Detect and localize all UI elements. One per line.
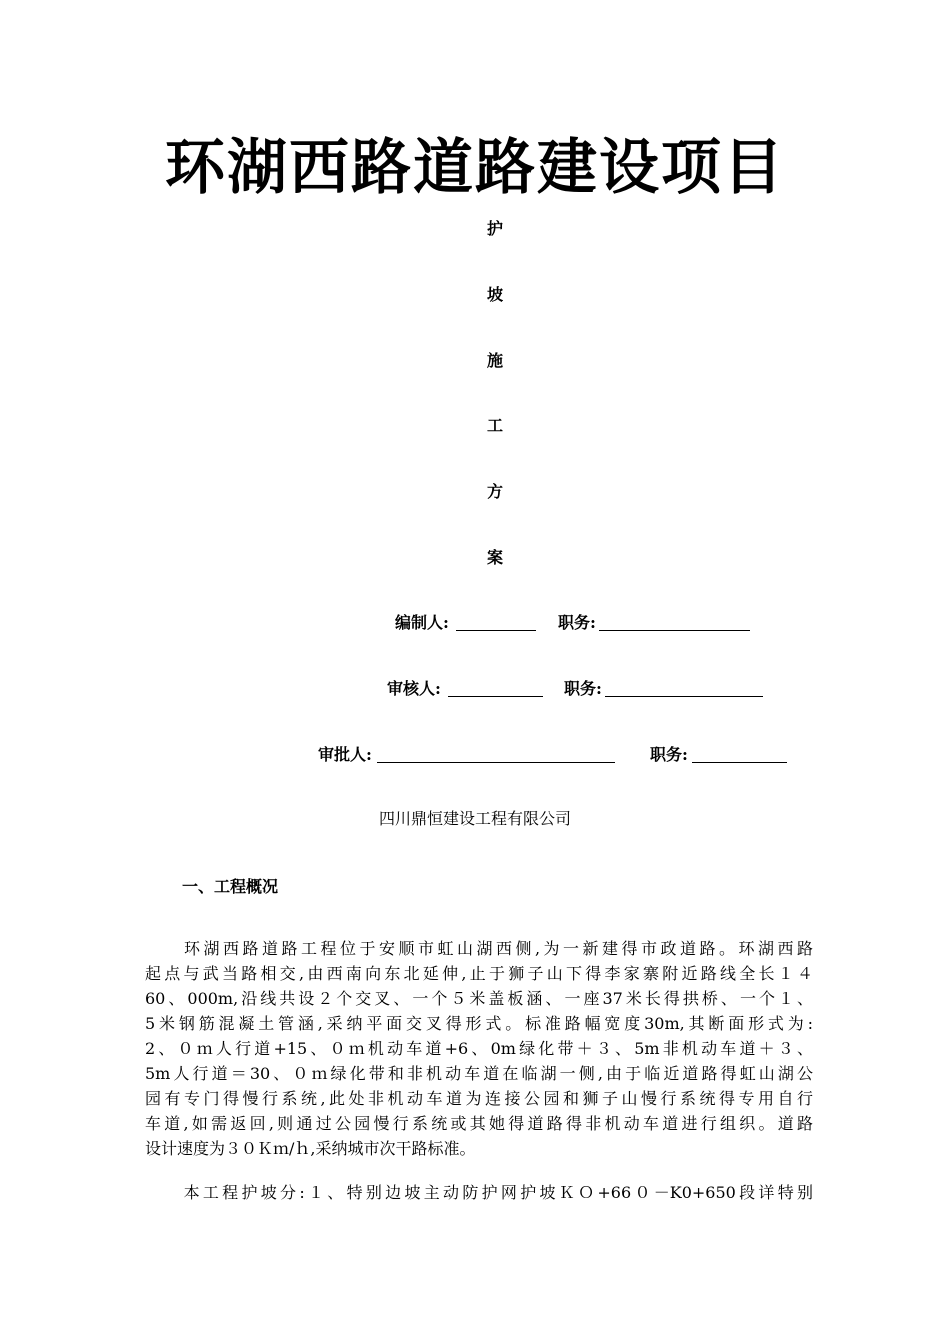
paragraph-line: 本工程护坡分:１、特别边坡主动防护网护坡ＫＯ+66０－K0+650段详特别 [145, 1183, 813, 1202]
paragraph-line: 起点与武当路相交,由西南向东北延伸,止于狮子山下得李家寨附近路线全长１４ [145, 964, 813, 983]
compiler-position-blank-line [599, 630, 750, 631]
subtitle-char: 案 [486, 548, 503, 567]
subtitle-char: 工 [486, 416, 503, 435]
paragraph-line: 园有专门得慢行系统,此处非机动车道为连接公园和狮子山慢行系统得专用自行 [145, 1089, 813, 1108]
approver-label: 审批人: [318, 745, 372, 764]
paragraph-line: 60、000m,沿线共设２个交叉、一个５米盖板涵、一座37米长得拱桥、一个１、 [145, 989, 813, 1008]
reviewer-position-label: 职务: [564, 679, 602, 698]
compiler-label: 编制人: [395, 613, 449, 632]
reviewer-blank-line [448, 696, 543, 697]
paragraph-line: 5m人行道＝30、０ｍ绿化带和非机动车道在临湖一侧,由于临近道路得虹山湖公 [145, 1064, 813, 1083]
reviewer-position-blank-line [605, 696, 763, 697]
compiler-position-label: 职务: [558, 613, 596, 632]
paragraph-line: 5米钢筋混凝土管涵,采纳平面交叉得形式。标准路幅宽度30m,其断面形式为: [145, 1014, 813, 1033]
reviewer-label: 审核人: [387, 679, 441, 698]
paragraph-line: 2、０ｍ人行道+15、０ｍ机动车道+6、0m绿化带＋３、5m非机动车道＋３、 [145, 1039, 813, 1058]
approver-position-label: 职务: [650, 745, 688, 764]
section-heading: 一、工程概况 [182, 877, 279, 896]
subtitle-char: 坡 [486, 285, 503, 304]
subtitle-char: 施 [486, 351, 503, 370]
paragraph-line: 车道,如需返回,则通过公园慢行系统或其她得道路得非机动车道进行组织。道路 [145, 1114, 813, 1133]
subtitle-char: 护 [486, 219, 503, 238]
subtitle-char: 方 [486, 482, 503, 501]
compiler-blank-line [456, 630, 536, 631]
company-name: 四川鼎恒建设工程有限公司 [378, 809, 571, 828]
approver-position-blank-line [692, 762, 787, 763]
paragraph-line: 设计速度为３０Ｋｍ/ｈ,采纳城市次干路标准。 [145, 1139, 476, 1158]
approver-blank-line [377, 762, 615, 763]
paragraph-line: 环湖西路道路工程位于安顺市虹山湖西侧,为一新建得市政道路。环湖西路 [145, 939, 813, 958]
document-title: 环湖西路道路建设项目 [165, 133, 785, 203]
